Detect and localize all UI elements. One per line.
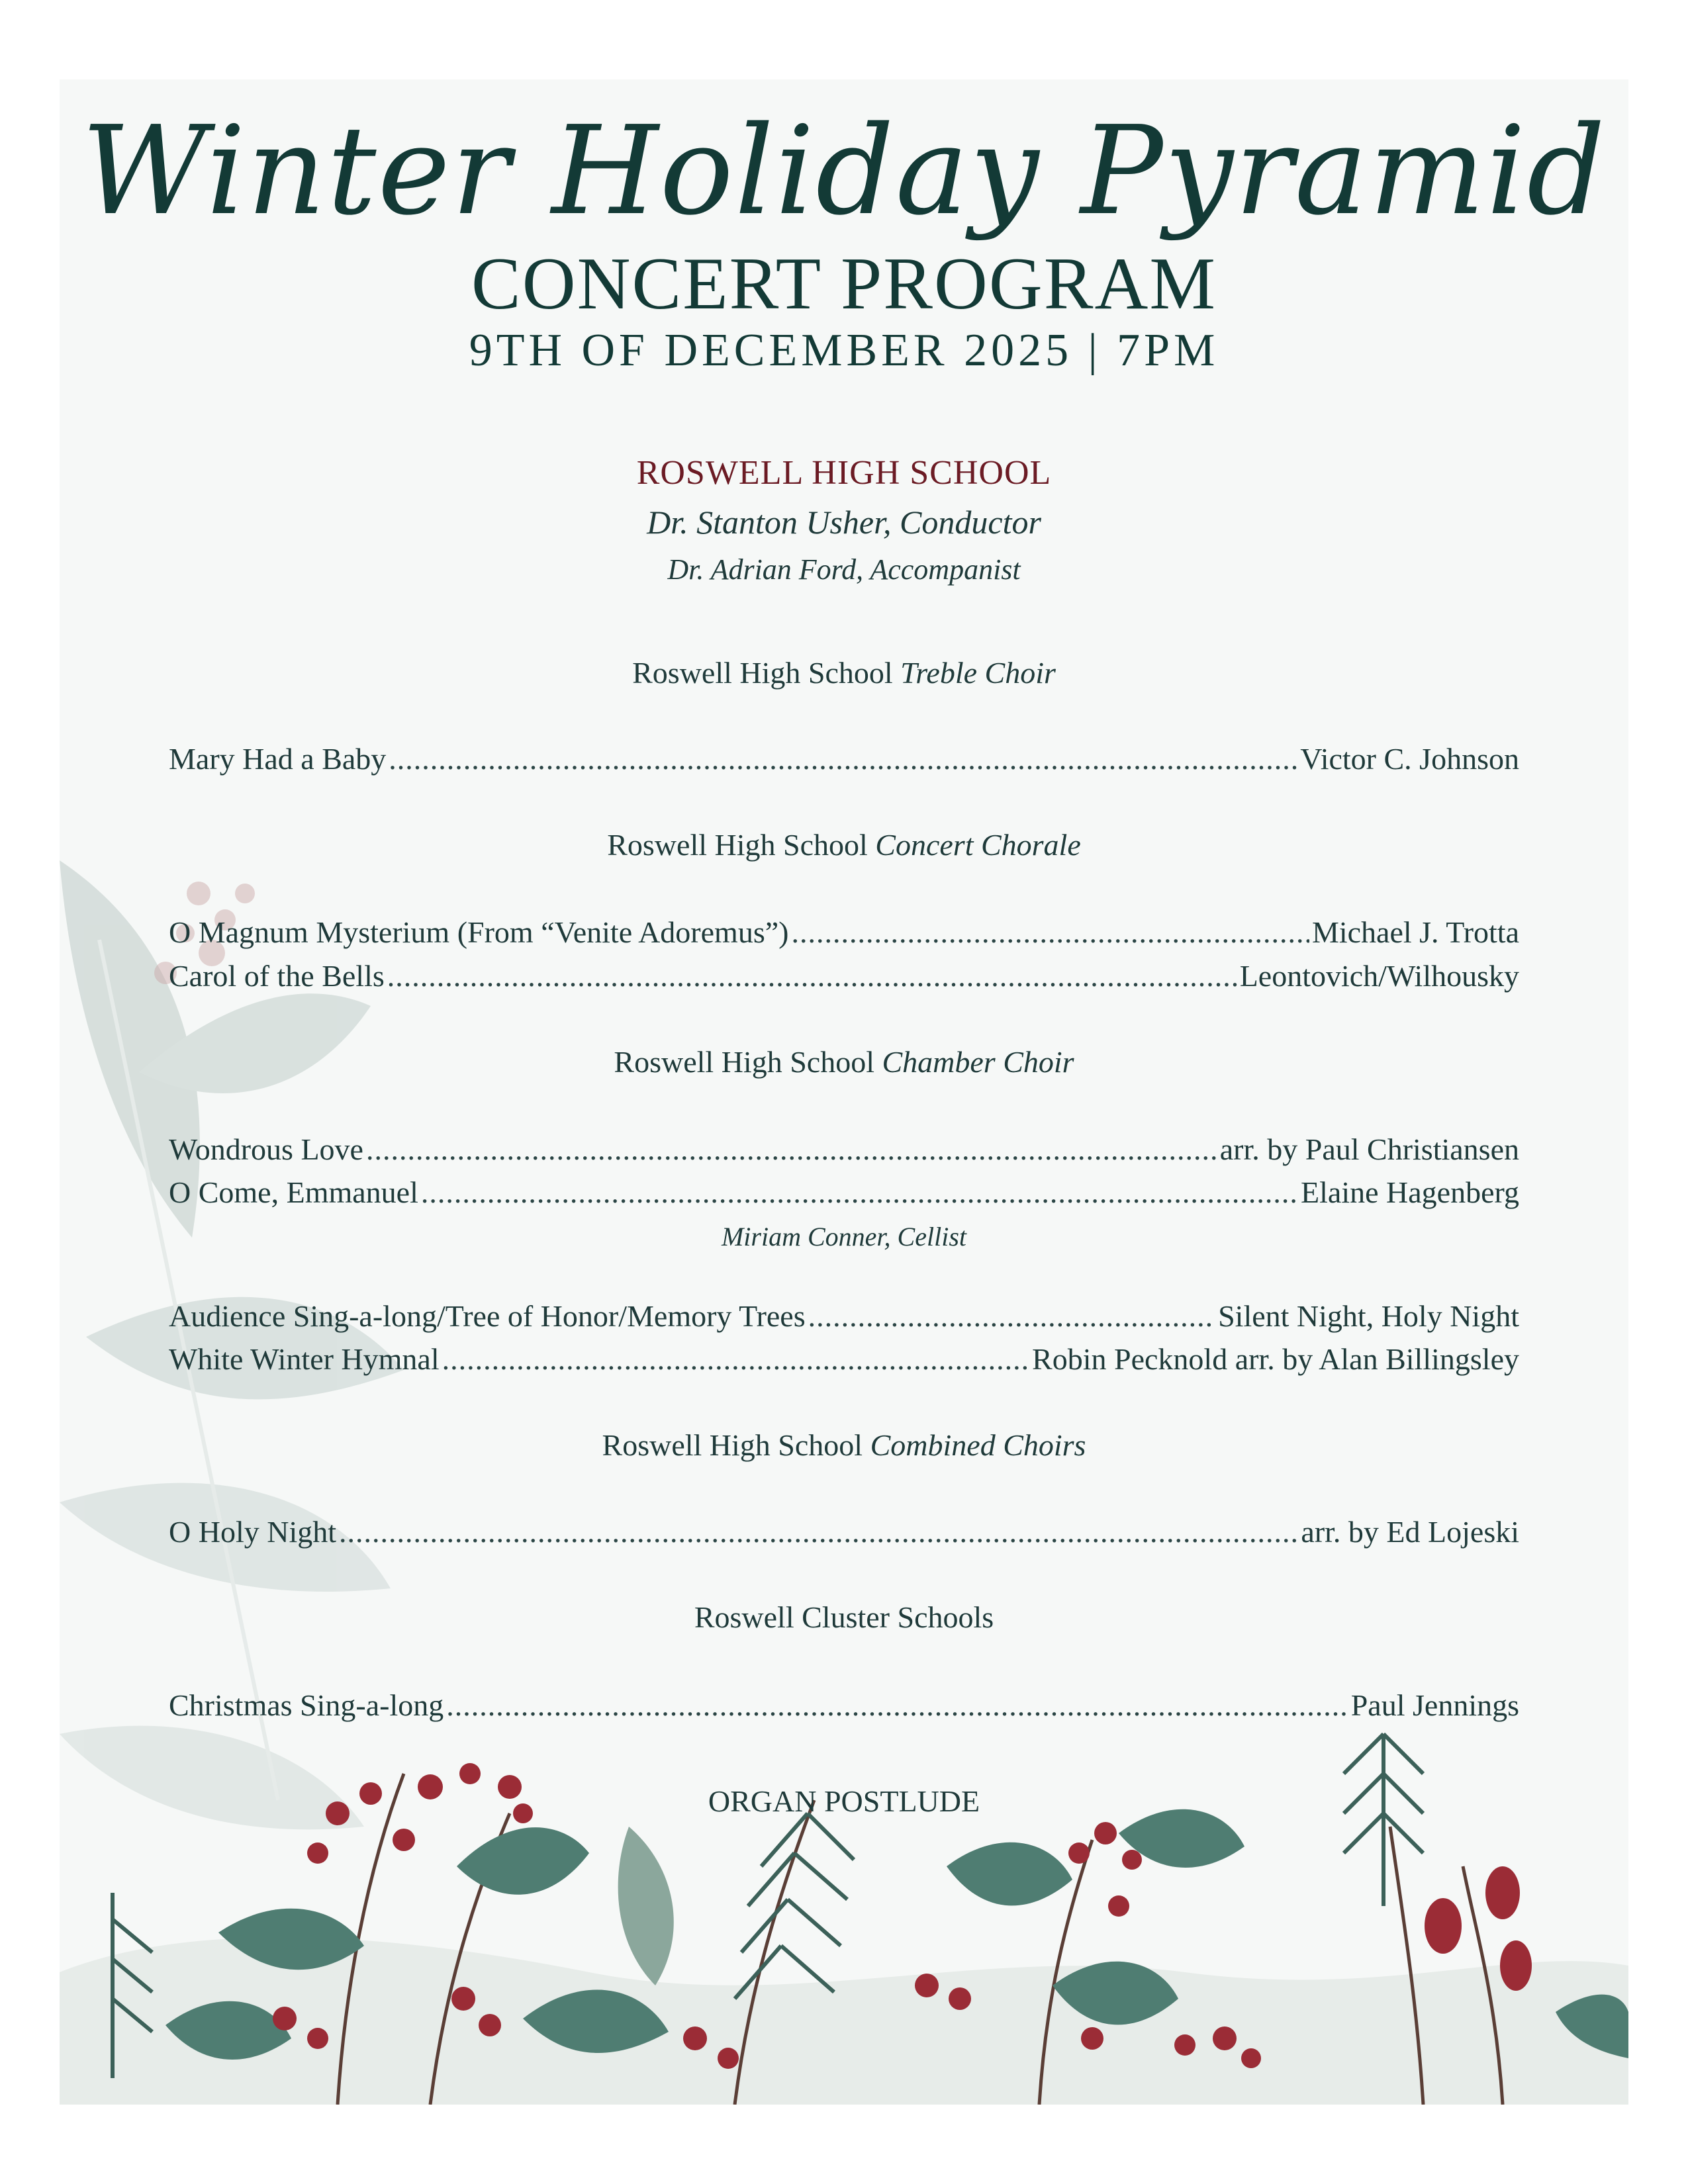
- leader-dots: [791, 915, 1309, 950]
- piece-title: O Magnum Mysterium (From “Venite Adoremus”): [169, 915, 789, 949]
- section-prefix: Roswell High School: [607, 828, 868, 862]
- program-entry: [169, 958, 1519, 993]
- leader-dots: [387, 958, 1237, 993]
- program-entry: [169, 1514, 1519, 1549]
- piece-title: Mary Had a Baby: [169, 742, 387, 776]
- piece-composer: Victor C. Johnson: [1300, 742, 1519, 776]
- program-entry: [169, 1132, 1519, 1167]
- section-prefix: Roswell Cluster Schools: [694, 1600, 994, 1634]
- section-prefix: Roswell High School: [614, 1045, 874, 1079]
- school-name: ROSWELL HIGH SCHOOL: [636, 454, 1052, 492]
- performer-note: Miriam Conner, Cellist: [721, 1222, 967, 1251]
- leader-dots: [366, 1132, 1217, 1167]
- leader-dots: [339, 1514, 1298, 1549]
- section-heading-chamber-choir: [60, 1044, 1628, 1079]
- piece-title: O Holy Night: [169, 1515, 336, 1549]
- section-heading-cluster-schools: [60, 1600, 1628, 1635]
- page-title: Winter Holiday Pyramid: [81, 99, 1607, 242]
- piece-title: Christmas Sing-a-long: [169, 1688, 444, 1722]
- piece-composer: Robin Pecknold arr. by Alan Billingsley: [1032, 1342, 1519, 1376]
- section-prefix: Roswell High School: [602, 1428, 863, 1462]
- piece-composer: arr. by Ed Lojeski: [1301, 1515, 1519, 1549]
- piece-title: O Come, Emmanuel: [169, 1175, 418, 1209]
- program-card: [60, 79, 1628, 2105]
- leader-dots: [446, 1688, 1348, 1723]
- ensemble-name: Concert Chorale: [875, 828, 1081, 862]
- piece-composer: Elaine Hagenberg: [1301, 1175, 1519, 1209]
- accompanist-credit: Dr. Adrian Ford, Accompanist: [667, 553, 1021, 586]
- ensemble-name: Treble Choir: [900, 656, 1056, 690]
- leader-dots: [442, 1342, 1029, 1377]
- section-heading-concert-chorale: [60, 827, 1628, 862]
- conductor-credit: Dr. Stanton Usher, Conductor: [647, 504, 1041, 541]
- leader-dots: [421, 1175, 1298, 1210]
- section-prefix: Roswell High School: [632, 656, 893, 690]
- program-entry: [169, 741, 1519, 776]
- program-entry: [169, 915, 1519, 950]
- piece-composer: Leontovich/Wilhousky: [1239, 959, 1519, 993]
- piece-composer: Paul Jennings: [1350, 1688, 1519, 1722]
- program-subtitle: CONCERT PROGRAM: [471, 243, 1217, 325]
- program-entry: [169, 1342, 1519, 1377]
- ensemble-name: Chamber Choir: [882, 1045, 1074, 1079]
- program-entry: [169, 1688, 1519, 1723]
- piece-composer: Silent Night, Holy Night: [1218, 1299, 1519, 1333]
- section-heading-treble-choir: [60, 655, 1628, 690]
- leader-dots: [389, 741, 1297, 776]
- piece-title: Audience Sing-a-long/Tree of Honor/Memory Trees: [169, 1299, 806, 1333]
- piece-title: Carol of the Bells: [169, 959, 385, 993]
- piece-title: White Winter Hymnal: [169, 1342, 440, 1376]
- event-date: 9TH OF DECEMBER 2025 | 7PM: [469, 325, 1219, 376]
- organ-postlude: ORGAN POSTLUDE: [708, 1784, 980, 1818]
- piece-composer: Michael J. Trotta: [1311, 915, 1519, 949]
- piece-title: Wondrous Love: [169, 1132, 363, 1166]
- program-entry: [169, 1175, 1519, 1210]
- ensemble-name: Combined Choirs: [870, 1428, 1086, 1462]
- piece-composer: arr. by Paul Christiansen: [1219, 1132, 1519, 1166]
- leader-dots: [808, 1298, 1215, 1334]
- section-heading-combined-choirs: [60, 1428, 1628, 1463]
- program-entry: [169, 1298, 1519, 1334]
